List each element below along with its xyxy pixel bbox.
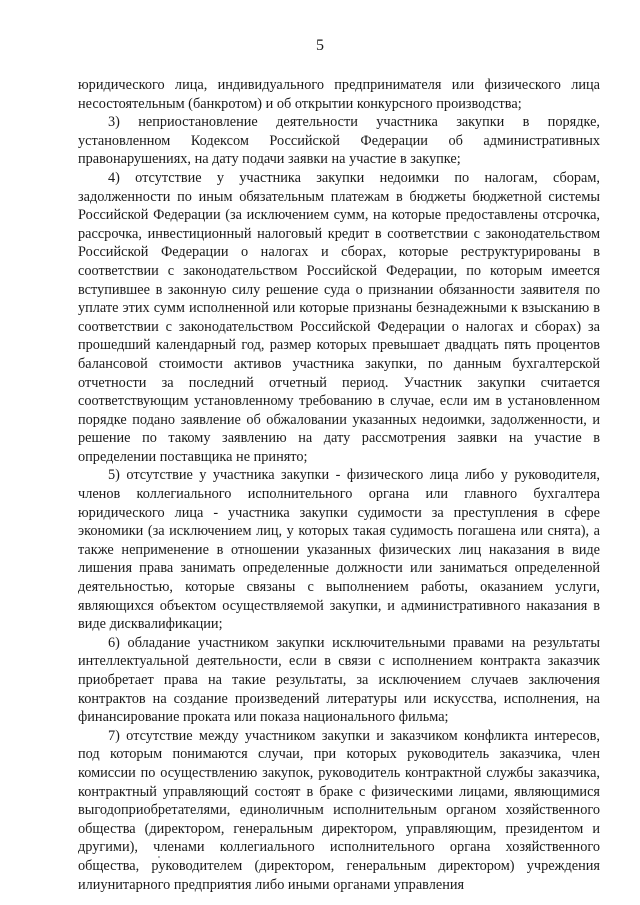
- paragraph-continuation: юридического лица, индивидуального предпринимателя или физического лица несостоятельным (банкротом) и об открытии конкурсного производства;: [78, 77, 600, 112]
- paragraph-item-4: 4) отсутствие у участника закупки недоимки по налогам, сборам, задолженности по иным обязательным платежам в бюджеты бюджетной системы Российской Федерации (за исключением сумм, на которые предоставлены отсрочка, рассрочка, инвестиционный налоговый кредит в соответствии с законодательством Российской Федерации о налогах и сборах, которые реструктурированы в соответствии с законодательством Российской Федерации, по которым имеется вступившее в законную силу решение суда о признании обязанности заявителя по уплате этих сумм исполненной или которые признаны безнадежными к взысканию в соответствии с законодательством Российской Федерации о налогах и сборах) за прошедший календарный год, размер которых превышает двадцать пять процентов балансовой стоимости активов участника закупки, по данным бухгалтерской отчетности за последний отчетный период. Участник закупки считается соответствующим установленному требованию в случае, если им в установленном порядке подано заявление об обжаловании указанных недоимки, задолженности, и решение по такому заявлению на дату рассмотрения заявки на участие в определении поставщика не принято;: [78, 169, 600, 465]
- scan-speck: [158, 856, 160, 858]
- page-number: 5: [316, 37, 324, 54]
- body-text: [78, 76, 600, 894]
- paragraph-item-3: 3) неприостановление деятельности участника закупки в порядке, установленном Кодексом Российской Федерации об административных правонарушениях, на дату подачи заявки на участие в закупке;: [78, 114, 600, 168]
- paragraph-item-5: 5) отсутствие у участника закупки - физического лица либо у руководителя, членов коллегиального исполнительного органа или главного бухгалтера юридического лица - участника закупки судимости за преступления в сфере экономики (за исключением лиц, у которых такая судимость погашена или снята), а также неприменение в отношении указанных физических лиц наказания в виде лишения права занимать определенные должности или заниматься определенной деятельностью, которые связаны с выполнением работы, оказанием услуги, являющихся объектом осуществляемой закупки, и административного наказания в виде дисквалификации;: [78, 467, 600, 633]
- paragraph-item-7: 7) отсутствие между участником закупки и заказчиком конфликта интересов, под которым понимаются случаи, при которых руководитель заказчика, член комиссии по осуществлению закупок, руководитель контрактной службы заказчика, контрактный управляющий состоят в браке с физическими лицами, являющимися выгодоприобретателями, единоличным исполнительным органом хозяйственного общества (директором, генеральным директором, управляющим, президентом и другими), членами коллегиального исполнительного органа хозяйственного общества, руководителем (директором, генеральным директором) учреждения илиунитарного предприятия либо иными органами управления: [78, 727, 600, 893]
- paragraph-item-6: 6) обладание участником закупки исключительными правами на результаты интеллектуальной деятельности, если в связи с исполнением контракта заказчик приобретает права на такие результаты, за исключением случаев заключения контрактов на создание произведений литературы или искусства, исполнения, на финансирование проката или показа национального фильма;: [78, 634, 600, 726]
